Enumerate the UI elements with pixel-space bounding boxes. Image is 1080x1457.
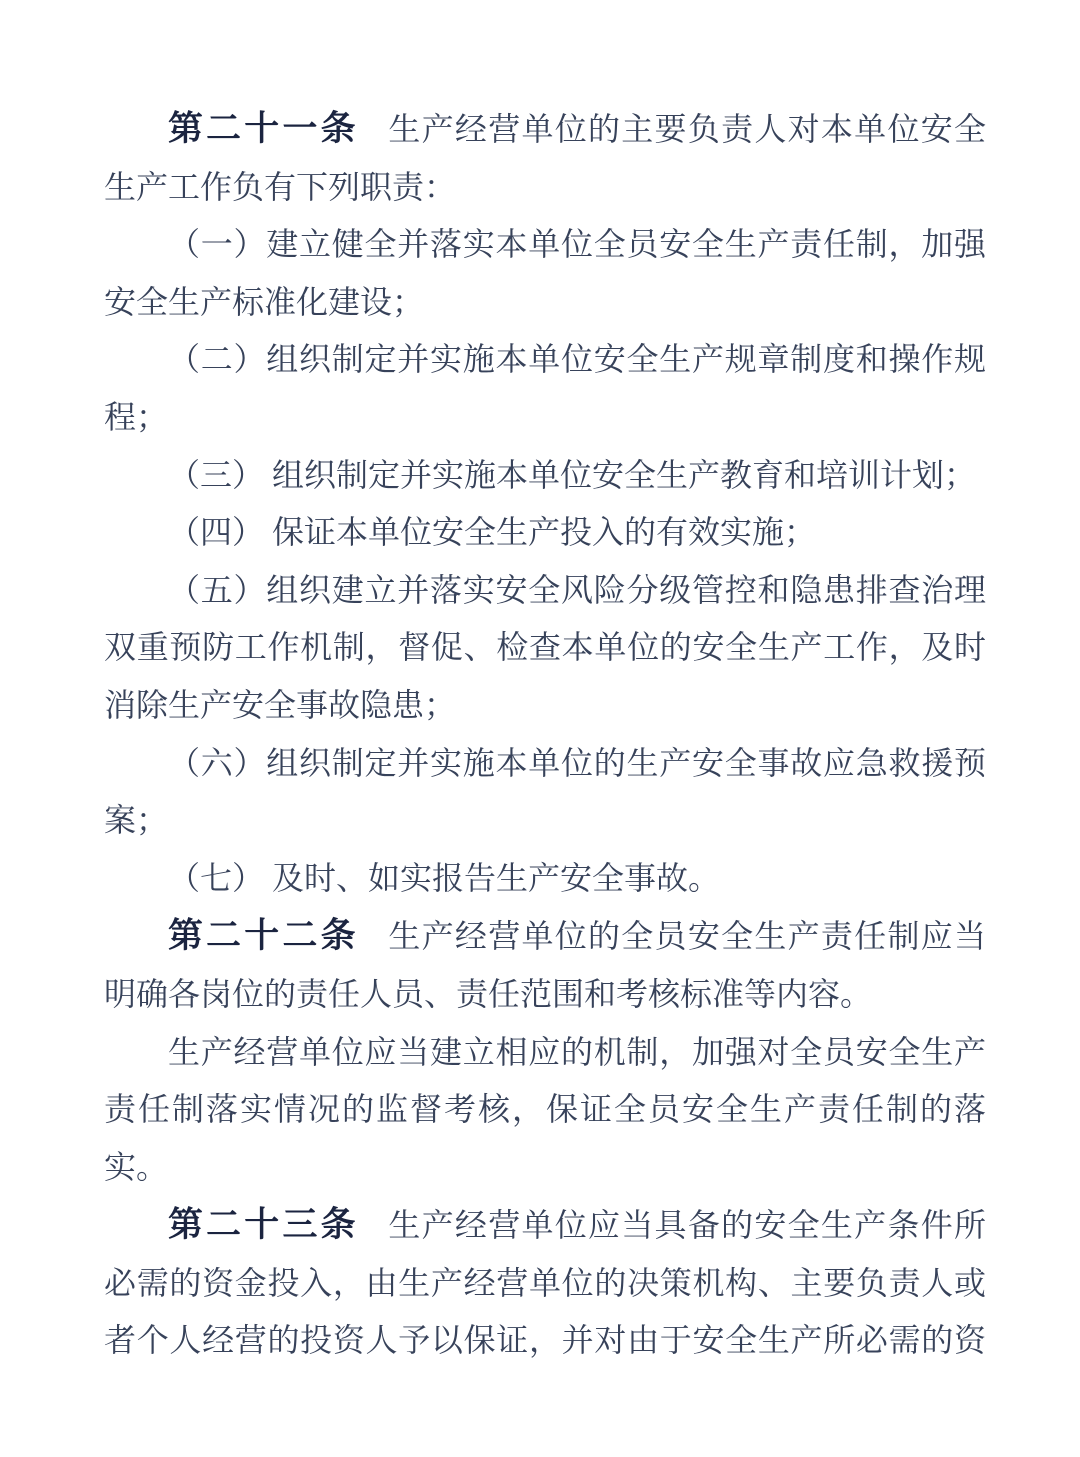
text-line [104, 274, 986, 332]
text-line [104, 1081, 986, 1139]
text-line [104, 331, 986, 389]
text-line [104, 619, 986, 677]
line-text: 生产工作负有下列职责： [104, 168, 457, 205]
line-text: 责任制落实情况的监督考核，保证全员安全生产责任制的落 [104, 1091, 986, 1128]
line-text: 案； [104, 802, 169, 839]
text-line [104, 850, 986, 908]
line-text: （三） 组织制定并实施本单位安全生产教育和培训计划； [168, 456, 977, 493]
text-line [104, 1196, 986, 1255]
text-line [104, 792, 986, 850]
text-line [104, 1255, 986, 1313]
text-line [104, 100, 986, 159]
text-line [104, 1312, 986, 1370]
line-text: 明确各岗位的责任人员、责任范围和考核标准等内容。 [104, 975, 873, 1012]
line-text: 消除生产安全事故隐患； [104, 686, 457, 723]
line-text: 生产经营单位的主要负责人对本单位安全 [388, 111, 986, 147]
line-text: （一）建立健全并落实本单位全员安全生产责任制，加强 [168, 226, 986, 263]
line-text: 生产经营单位应当建立相应的机制，加强对全员安全生产 [168, 1033, 986, 1070]
line-text: 程； [104, 398, 169, 435]
line-text: 安全生产标准化建设； [104, 283, 425, 320]
line-text: 实。 [104, 1148, 169, 1185]
text-line [104, 1024, 986, 1082]
line-text: 必需的资金投入，由生产经营单位的决策机构、主要负责人或 [104, 1264, 986, 1301]
line-text: （六）组织制定并实施本单位的生产安全事故应急救援预 [168, 744, 986, 781]
article-number-heading: 第二十一条 [168, 109, 359, 148]
text-line [104, 562, 986, 620]
line-text: （五）组织建立并落实安全风险分级管控和隐患排查治理 [168, 571, 986, 608]
line-text: （七） 及时、如实报告生产安全事故。 [168, 859, 721, 896]
line-text: 生产经营单位的全员安全生产责任制应当 [388, 918, 986, 955]
text-line [104, 677, 986, 735]
line-text: 者个人经营的投资人予以保证，并对由于安全生产所必需的资 [104, 1322, 986, 1359]
text-line [104, 907, 986, 966]
text-line [104, 216, 986, 274]
legal-text-body [104, 100, 986, 1370]
text-line [104, 159, 986, 217]
text-line [104, 735, 986, 793]
line-text: 双重预防工作机制，督促、检查本单位的安全生产工作，及时 [104, 629, 986, 666]
text-line [104, 447, 986, 505]
text-line [104, 504, 986, 562]
text-line [104, 1139, 986, 1197]
text-line [104, 966, 986, 1024]
article-number-heading: 第二十二条 [168, 916, 359, 956]
line-text: （四） 保证本单位安全生产投入的有效实施； [168, 514, 817, 551]
line-text: （二）组织制定并实施本单位安全生产规章制度和操作规 [168, 341, 986, 378]
text-line [104, 389, 986, 447]
article-number-heading: 第二十三条 [168, 1205, 359, 1245]
line-text: 生产经营单位应当具备的安全生产条件所 [388, 1207, 986, 1244]
